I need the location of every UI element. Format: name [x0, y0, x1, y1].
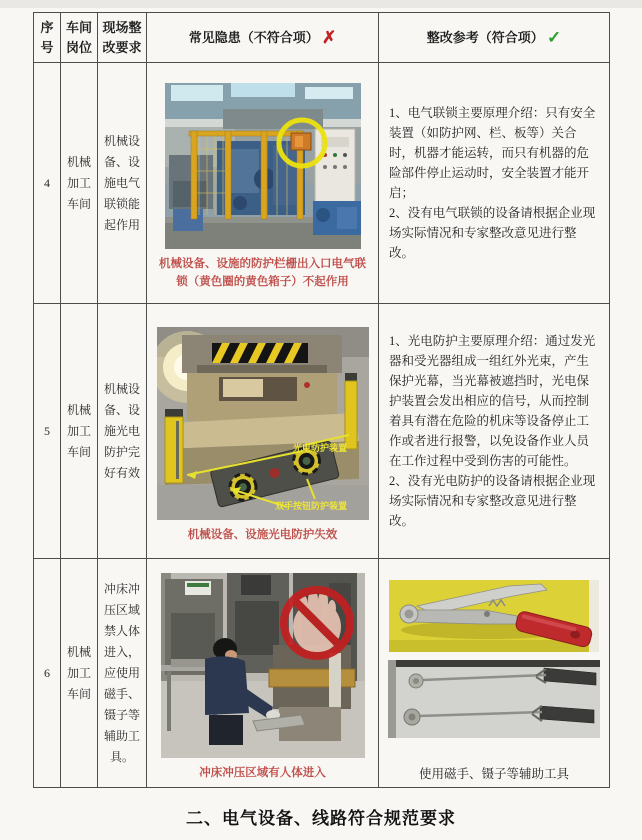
annotation-light-curtain: 光电防护装置	[292, 442, 347, 453]
hazard-stripe-band	[212, 343, 308, 363]
row4-hazard-caption: 机械设备、设施的防护栏栅出入口电气联锁（黄色圈的黄色箱子）不起作用	[159, 258, 366, 288]
header-workshop: 车间岗位	[61, 13, 98, 63]
row6-reference-caption: 使用磁手、镊子等辅助工具	[418, 767, 569, 781]
row6-requirement: 冲床冲压区域禁人体进入，应使用磁手、镊子等辅助工具。	[98, 559, 147, 788]
row6-hazard-caption: 冲床冲压区域有人体进入	[199, 766, 326, 779]
row4-reference-line1: 1、电气联锁主要原理介绍：只有安全装置（如防护网、栏、板等）关合时，机器才能运转，而只有机器的危险部件停止运动时，安全装置才能开启；	[389, 106, 596, 200]
row4-reference-cell	[379, 63, 610, 304]
reference-photo-tweezers	[388, 660, 600, 738]
section-title: 二、电气设备、线路符合规范要求	[186, 809, 456, 828]
hazard-photo-worker-press	[161, 573, 365, 758]
header-reference-label: 整改参考（符合项）	[426, 29, 544, 45]
light-curtain-right	[345, 373, 357, 449]
row4-no: 4	[34, 63, 61, 304]
safety-inspection-table	[33, 12, 610, 788]
row5-hazard-caption: 机械设备、设施光电防护失效	[187, 528, 338, 541]
table-row	[34, 559, 610, 788]
header-hazard	[147, 13, 379, 63]
row4-hazard-cell	[147, 63, 379, 304]
row5-hazard-cell	[147, 304, 379, 559]
page-top-strip	[0, 0, 642, 8]
header-reference	[379, 13, 610, 63]
row4-reference-line2: 2、没有电气联锁的设备请根据企业现场实际情况和专家整改意见进行整改。	[389, 206, 596, 260]
row5-reference-line2: 2、没有光电防护的设备请根据企业现场实际情况和专家整改意见进行整改。	[389, 474, 596, 528]
check-mark-icon: ✓	[547, 27, 562, 47]
annotation-two-hand: 双手按钮防护装置	[274, 500, 347, 511]
table-header-row	[34, 13, 610, 63]
row4-workshop: 机械加工车间	[61, 63, 98, 304]
row6-hazard-cell	[147, 559, 379, 788]
hazard-photo-light-curtain	[157, 327, 369, 520]
row5-reference-line1: 1、光电防护主要原理介绍：通过发光器和受光器组成一组红外光束，产生保护光幕，当光幕被遮挡时，光电保护装置会发出相应的信号，从而控制着具有潜在危险的机床等设备停止工作或者进行报警，以免设备作业人员在工作过程中受到伤害的可能性。	[389, 334, 596, 468]
row6-workshop: 机械加工车间	[61, 559, 98, 788]
light-curtain-left	[165, 409, 183, 483]
hazard-photo-electrical-interlock	[165, 83, 361, 249]
table-row	[34, 63, 610, 304]
row5-reference-cell	[379, 304, 610, 559]
row5-no: 5	[34, 304, 61, 559]
row6-reference-cell	[379, 559, 610, 788]
header-no: 序号	[34, 13, 61, 63]
row4-requirement: 机械设备、设施电气联锁能起作用	[98, 63, 147, 304]
row5-workshop: 机械加工车间	[61, 304, 98, 559]
reference-photo-magnetic-hand	[389, 580, 599, 652]
row5-requirement: 机械设备、设施光电防护完好有效	[98, 304, 147, 559]
header-hazard-label: 常见隐患（不符合项）	[188, 29, 319, 45]
row6-no: 6	[34, 559, 61, 788]
table-row	[34, 304, 610, 559]
header-requirement: 现场整改要求	[98, 13, 147, 63]
prohibition-sign	[284, 589, 350, 656]
x-mark-icon: ✗	[322, 27, 337, 47]
